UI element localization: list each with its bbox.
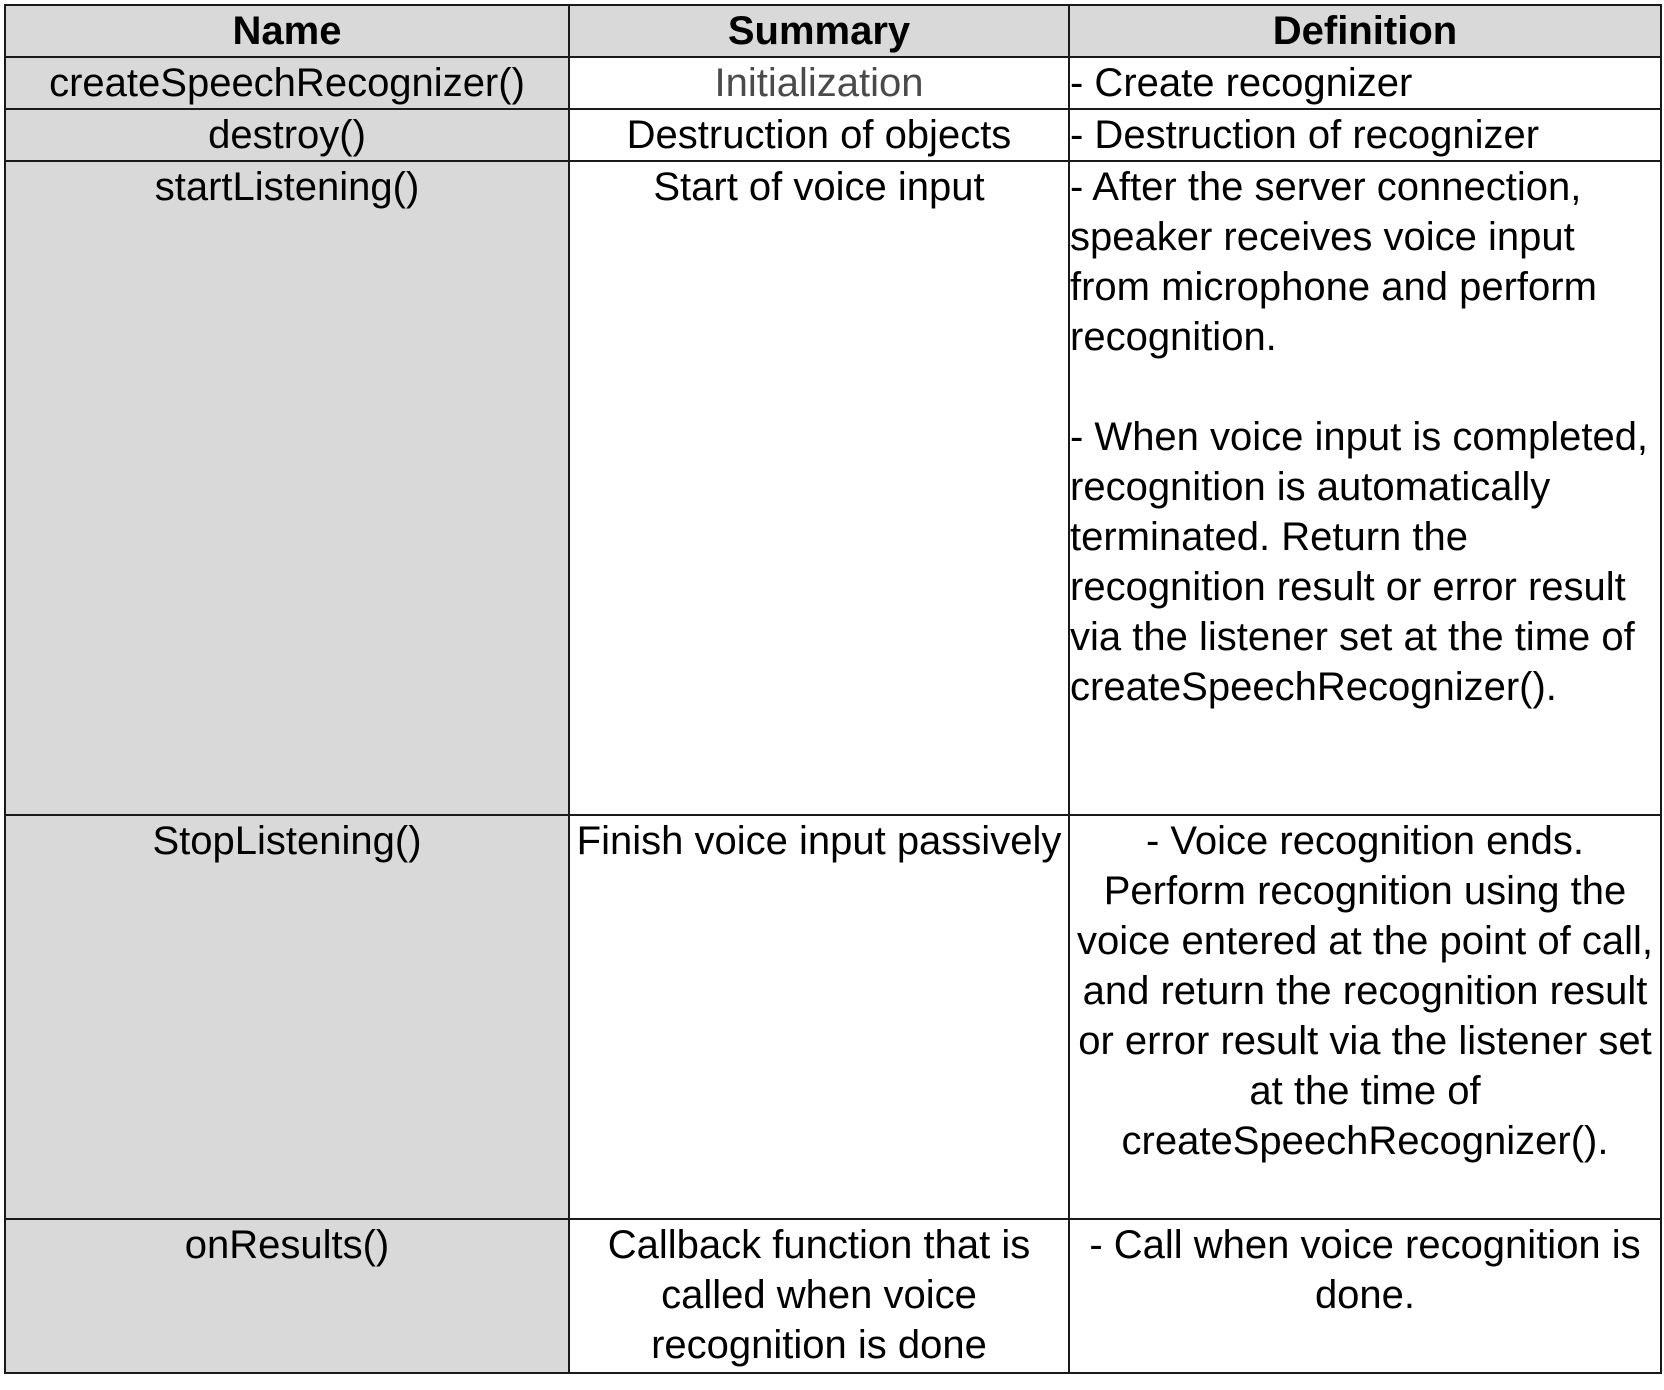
- method-name-cell: destroy(): [5, 109, 569, 161]
- header-name: Name: [5, 5, 569, 57]
- definition-text: - Create recognizer: [1070, 61, 1413, 105]
- definition-cell: [1069, 109, 1661, 161]
- table-row-stop-listening: [5, 815, 1661, 1219]
- summary-cell: Callback function that is called when voice recognition is done: [569, 1219, 1069, 1373]
- method-name-cell: createSpeechRecognizer(): [5, 57, 569, 109]
- summary-cell: Start of voice input: [569, 161, 1069, 815]
- definition-text: - When voice input is completed, recognition is automatically terminated. Return the recognition result or error result via the listener set at the time of createSpeechRecognizer().: [1070, 415, 1649, 709]
- api-methods-table: [4, 4, 1662, 1374]
- summary-cell: Destruction of objects: [569, 109, 1069, 161]
- definition-cell: [1069, 815, 1661, 1219]
- summary-cell: Initialization: [569, 57, 1069, 109]
- method-name-cell: StopListening(): [5, 815, 569, 1219]
- table-row-create-speech-recognizer: [5, 57, 1661, 109]
- definition-text: - After the server connection, speaker receives voice input from microphone and perform recognition.: [1070, 165, 1597, 359]
- method-name-cell: onResults(): [5, 1219, 569, 1373]
- definition-cell: [1069, 1219, 1661, 1373]
- api-methods-table-container: [4, 4, 1662, 1374]
- header-summary: Summary: [569, 5, 1069, 57]
- definition-text: - Call when voice recognition is done.: [1089, 1223, 1641, 1317]
- table-row-start-listening: [5, 161, 1661, 815]
- method-name-cell: startListening(): [5, 161, 569, 815]
- definition-cell: [1069, 161, 1661, 815]
- header-definition: Definition: [1069, 5, 1661, 57]
- definition-text: - Voice recognition ends. Perform recognition using the voice entered at the point of call, and return the recognition result or error result via the listener set at the time of createSpeechRecognizer().: [1077, 819, 1653, 1163]
- table-row-destroy: [5, 109, 1661, 161]
- table-row-on-results: [5, 1219, 1661, 1373]
- definition-cell: [1069, 57, 1661, 109]
- definition-text: - Destruction of recognizer: [1070, 113, 1540, 157]
- summary-cell: Finish voice input passively: [569, 815, 1069, 1219]
- header-row: [5, 5, 1661, 57]
